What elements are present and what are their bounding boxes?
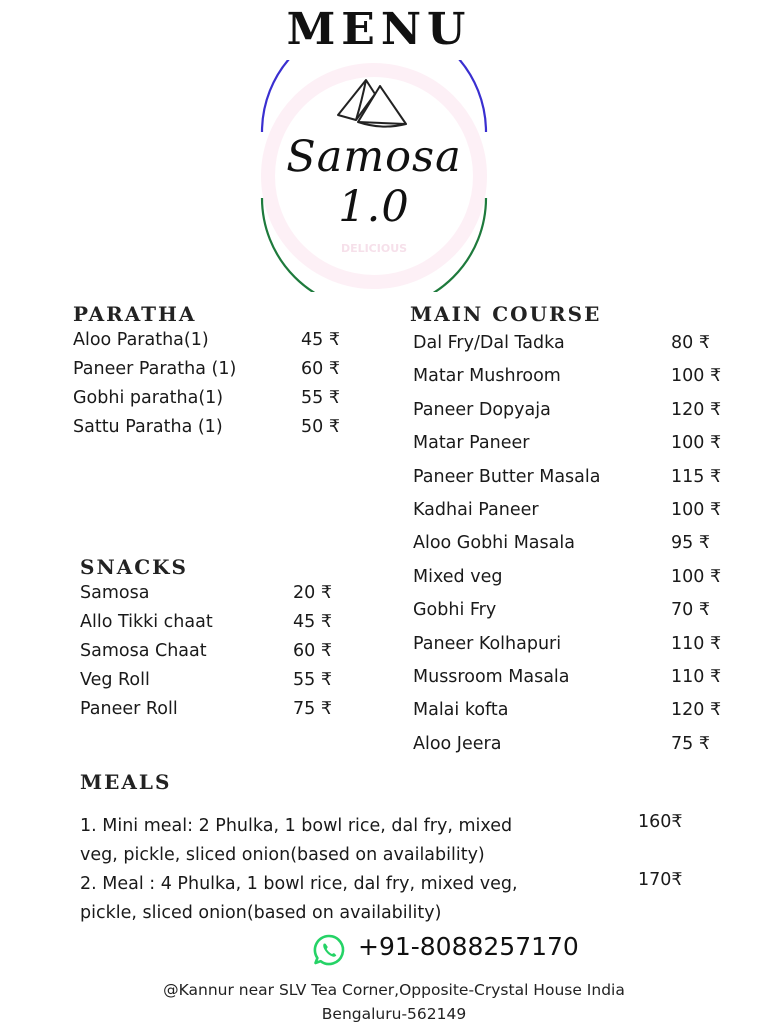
menu-item <box>80 699 360 728</box>
item-name: Matar Mushroom <box>413 366 561 387</box>
paratha-list <box>73 330 353 446</box>
meal-price: 170₹ <box>638 870 683 890</box>
menu-item <box>413 333 733 366</box>
menu-item <box>413 600 733 633</box>
brand-name: Samosa 1.0 <box>286 132 462 232</box>
address-line: Bengaluru-562149 <box>321 1005 467 1023</box>
samosa-icon <box>338 80 406 127</box>
address-line: @Kannur near SLV Tea Corner,Opposite-Crystal House India <box>163 981 625 999</box>
menu-item <box>413 634 733 667</box>
meal-description: 2. Meal : 4 Phulka, 1 bowl rice, dal fry, mixed veg, pickle, sliced onion(based on availability) <box>80 874 518 923</box>
main-course-list <box>413 333 733 767</box>
item-price: 100 ₹ <box>671 566 722 587</box>
paratha-heading: PARATHA <box>73 302 197 326</box>
menu-item <box>413 667 733 700</box>
item-price: 110 ₹ <box>671 633 722 654</box>
item-name: Malai kofta <box>413 700 509 721</box>
item-price: 60 ₹ <box>293 641 332 661</box>
item-name: Mussroom Masala <box>413 666 570 687</box>
menu-item <box>73 388 353 417</box>
menu-item <box>80 670 360 699</box>
item-price: 45 ₹ <box>301 330 340 350</box>
item-price: 120 ₹ <box>671 399 722 420</box>
item-name: Samosa Chaat <box>80 641 207 661</box>
phone-number[interactable]: +91-8088257170 <box>358 932 579 961</box>
main-course-heading: MAIN COURSE <box>410 302 602 326</box>
item-price: 55 ₹ <box>301 388 340 408</box>
meal-price: 160₹ <box>638 812 683 832</box>
menu-item <box>80 583 360 612</box>
item-price: 45 ₹ <box>293 612 332 632</box>
item-name: Aloo Jeera <box>413 733 502 754</box>
menu-item <box>413 700 733 733</box>
item-name: Gobhi Fry <box>413 600 497 621</box>
menu-item <box>73 359 353 388</box>
meal-description: 1. Mini meal: 2 Phulka, 1 bowl rice, dal fry, mixed veg, pickle, sliced onion(based on availability) <box>80 816 513 865</box>
menu-item <box>413 533 733 566</box>
menu-item <box>413 467 733 500</box>
item-name: Sattu Paratha (1) <box>73 417 223 437</box>
meals-heading: MEALS <box>80 770 172 794</box>
item-price: 55 ₹ <box>293 670 332 690</box>
menu-item <box>80 641 360 670</box>
menu-title: MENU <box>286 4 472 55</box>
item-price: 115 ₹ <box>671 466 722 487</box>
item-price: 20 ₹ <box>293 583 332 603</box>
item-name: Aloo Paratha(1) <box>73 330 209 350</box>
item-name: Kadhai Paneer <box>413 499 539 520</box>
menu-item <box>413 433 733 466</box>
item-price: 50 ₹ <box>301 417 340 437</box>
item-price: 75 ₹ <box>671 733 710 754</box>
item-price: 100 ₹ <box>671 366 722 387</box>
snacks-heading: SNACKS <box>80 555 188 579</box>
item-name: Matar Paneer <box>413 433 530 454</box>
item-name: Gobhi paratha(1) <box>73 388 224 408</box>
item-name: Veg Roll <box>80 670 150 690</box>
item-price: 70 ₹ <box>671 600 710 621</box>
item-price: 100 ₹ <box>671 433 722 454</box>
item-name: Paneer Dopyaja <box>413 399 551 420</box>
item-name: Paneer Roll <box>80 699 178 719</box>
item-price: 110 ₹ <box>671 666 722 687</box>
item-name: Paneer Butter Masala <box>413 466 601 487</box>
menu-item <box>413 366 733 399</box>
item-name: Samosa <box>80 583 150 603</box>
menu-item <box>413 500 733 533</box>
item-price: 95 ₹ <box>671 533 710 554</box>
address <box>0 978 768 1026</box>
item-price: 120 ₹ <box>671 700 722 721</box>
menu-item <box>413 400 733 433</box>
item-price: 100 ₹ <box>671 499 722 520</box>
menu-item <box>413 734 733 767</box>
snacks-list <box>80 583 360 728</box>
whatsapp-icon <box>312 933 346 967</box>
menu-item <box>80 612 360 641</box>
menu-item <box>413 567 733 600</box>
logo-ring-text: DELICIOUS <box>340 242 408 255</box>
item-name: Paneer Paratha (1) <box>73 359 237 379</box>
item-price: 80 ₹ <box>671 333 710 353</box>
menu-item <box>73 330 353 359</box>
item-name: Dal Fry/Dal Tadka <box>413 333 565 353</box>
item-price: 75 ₹ <box>293 699 332 719</box>
menu-item <box>73 417 353 446</box>
item-name: Mixed veg <box>413 566 503 587</box>
item-name: Allo Tikki chaat <box>80 612 213 632</box>
item-name: Aloo Gobhi Masala <box>413 533 575 554</box>
item-name: Paneer Kolhapuri <box>413 633 562 654</box>
item-price: 60 ₹ <box>301 359 340 379</box>
